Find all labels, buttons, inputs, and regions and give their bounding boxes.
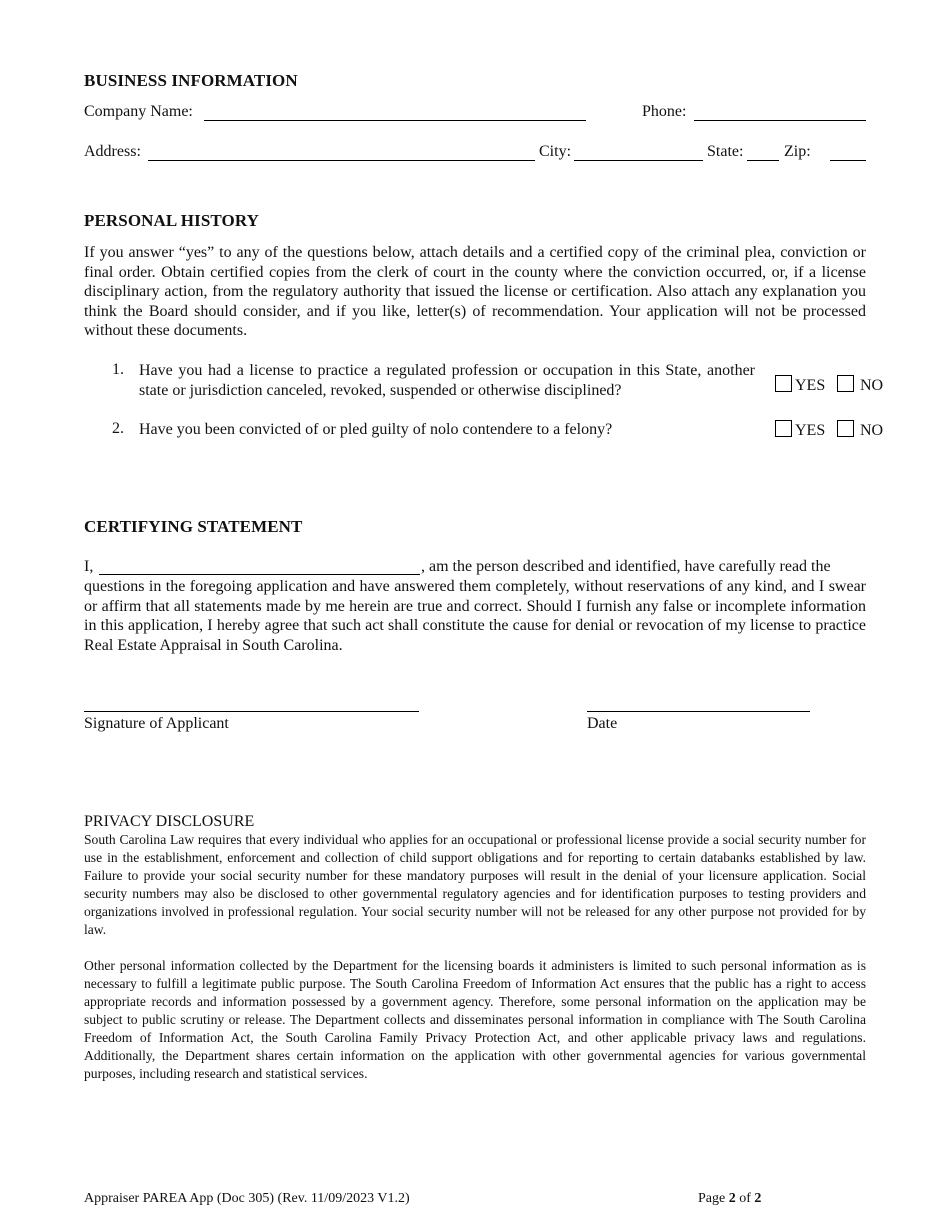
zip-label: Zip: — [784, 143, 811, 160]
question-1-text: Have you had a license to practice a regulated profession or occupation in this State, another state or jurisdiction canceled, revoked, suspended or otherwise disciplined? — [139, 362, 755, 399]
personal-history-intro: If you answer “yes” to any of the questions below, attach details and a certified copy of the criminal plea, conviction or final order. Obtain certified copies from the clerk of court in the county where the conviction occurred, or, if a license disciplinary action, from the regulatory authority that issued the license or certification. Also attach any explanation you think the Board should consider, and if you like, letter(s) of recommendation. Your application will not be processed without these documents. — [84, 244, 866, 340]
question-1-no-label: NO — [860, 377, 884, 394]
city-label: City: — [539, 143, 572, 160]
state-label: State: — [707, 143, 744, 160]
footer-document-id: Appraiser PAREA App (Doc 305) (Rev. 11/09/2023 V1.2) — [84, 1191, 410, 1206]
question-2-text: Have you been convicted of or pled guilty of nolo contendere to a felony? — [139, 421, 613, 438]
company-name-label: Company Name: — [84, 103, 193, 120]
state-field[interactable] — [747, 160, 779, 161]
privacy-disclosure-heading: PRIVACY DISCLOSURE — [84, 813, 255, 830]
certifying-statement-heading: CERTIFYING STATEMENT — [84, 517, 303, 536]
question-2-yes-checkbox[interactable] — [775, 420, 792, 437]
question-2-no-checkbox[interactable] — [837, 420, 854, 437]
certifying-statement-first-line: , am the person described and identified, have carefully read the — [421, 558, 831, 575]
date-label: Date — [587, 715, 618, 732]
footer-page-word: Page — [698, 1191, 726, 1206]
address-field[interactable] — [148, 160, 535, 161]
certifying-statement-text: questions in the foregoing application and have answered them completely, without reservations of any kind, and I swear or affirm that all statements made by me herein are true and correct. Should I furnish any false or incomplete information in this application, I hereby agree that such act shall constitute the cause for denial or revocation of my license to practice Real Estate Appraisal in South Carolina. — [84, 578, 866, 654]
certifying-prefix: I, — [84, 558, 94, 575]
footer-page-of: of — [739, 1191, 751, 1206]
question-1-number: 1. — [112, 361, 124, 378]
question-2-yes-label: YES — [795, 422, 826, 439]
zip-field[interactable] — [830, 160, 866, 161]
address-label: Address: — [84, 143, 141, 160]
question-1-yes-label: YES — [795, 377, 826, 394]
privacy-paragraph-2: Other personal information collected by the Department for the licensing boards it administers is limited to such personal information as is necessary to fulfill a legitimate public purpose. The South Carolina Freedom of Information Act ensures that the public has a right to access appropriate records and information possessed by a government agency. Therefore, some personal information on the application may be subject to public scrutiny or release. The Department collects and disseminates personal information in compliance with The South Carolina Freedom of Information Act, the South Carolina Family Privacy Protection Act, and other applicable privacy laws and regulations. Additionally, the Department shares certain information on the application with other governmental agencies for various governmental purposes, including research and statistical services. — [84, 958, 866, 1081]
question-1-yes-checkbox[interactable] — [775, 375, 792, 392]
signature-field[interactable] — [84, 711, 419, 712]
privacy-paragraph-1: South Carolina Law requires that every individual who applies for an occupational or professional license provide a social security number for use in the establishment, enforcement and collection of child support obligations and for reporting to certain databanks established by law. Failure to provide your social security number for these mandatory purposes will result in the denial of your licensure application. Social security numbers may also be disclosed to other governmental regulatory agencies and for identification purposes to testing providers and organizations involved in professional regulation. Your social security number will not be released for any other purpose not provided for by law. — [84, 832, 866, 937]
business-information-heading: BUSINESS INFORMATION — [84, 71, 298, 90]
phone-label: Phone: — [642, 103, 687, 120]
signature-label: Signature of Applicant — [84, 715, 229, 732]
personal-history-heading: PERSONAL HISTORY — [84, 211, 259, 230]
date-field[interactable] — [587, 711, 810, 712]
footer-page-number — [698, 1191, 761, 1207]
question-1-no-checkbox[interactable] — [837, 375, 854, 392]
footer-page-current: 2 — [728, 1191, 736, 1206]
applicant-name-field[interactable] — [99, 574, 420, 575]
footer-page-total: 2 — [754, 1191, 762, 1206]
company-name-field[interactable] — [204, 120, 586, 121]
city-field[interactable] — [574, 160, 703, 161]
question-2-number: 2. — [112, 420, 124, 437]
phone-field[interactable] — [694, 120, 866, 121]
question-2-no-label: NO — [860, 422, 884, 439]
